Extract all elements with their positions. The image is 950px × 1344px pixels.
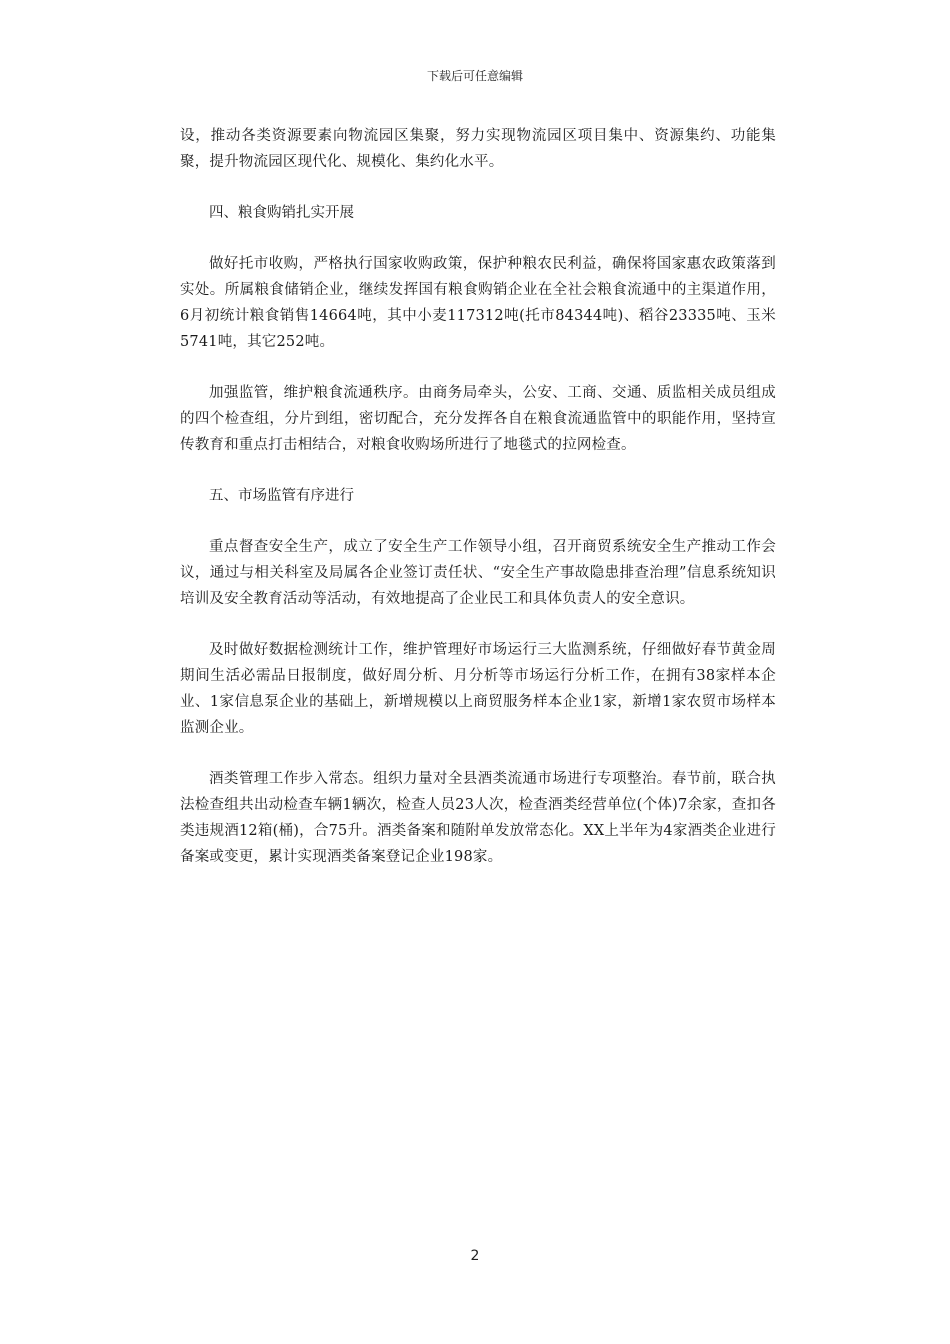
section-heading-market: 五、市场监管有序进行 — [209, 488, 354, 504]
document-body — [180, 123, 776, 895]
paragraph-liquor: 酒类管理工作步入常态。组织力量对全县酒类流通市场进行专项整治。春节前，联合执法检查组共出动检查车辆1辆次，检查人员23人次，检查酒类经营单位(个体)7余家，查扣各类违规酒12箱(桶)，合75升。酒类备案和随附单发放常态化。XX上半年为4家酒类企业进行备案或变更，累计实现酒类备案登记企业198家。 — [180, 771, 776, 865]
paragraph-continuation: 设，推动各类资源要素向物流园区集聚，努力实现物流园区项目集中、资源集约、功能集聚，提升物流园区现代化、规模化、集约化水平。 — [180, 128, 776, 170]
paragraph-grain-purchase: 做好托市收购，严格执行国家收购政策，保护种粮农民利益，确保将国家惠农政策落到实处。所属粮食储销企业，继续发挥国有粮食购销企业在全社会粮食流通中的主渠道作用，6月初统计粮食销售14664吨，其中小麦117312吨(托市84344吨)、稻谷23335吨、玉米5741吨，其它252吨。 — [180, 256, 776, 350]
paragraph-statistics: 及时做好数据检测统计工作，维护管理好市场运行三大监测系统，仔细做好春节黄金周期间生活必需品日报制度，做好周分析、月分析等市场运行分析工作，在拥有38家样本企业、1家信息泵企业的基础上，新增规模以上商贸服务样本企业1家，新增1家农贸市场样本监测企业。 — [180, 642, 776, 736]
page-header: 下载后可任意编辑 — [426, 69, 523, 83]
page-number: 2 — [470, 1248, 480, 1264]
section-heading-grain: 四、粮食购销扎实开展 — [209, 205, 354, 221]
paragraph-grain-supervision: 加强监管，维护粮食流通秩序。由商务局牵头，公安、工商、交通、质监相关成员组成的四个检查组，分片到组，密切配合，充分发挥各自在粮食流通监管中的职能作用，坚持宣传教育和重点打击相结合，对粮食收购场所进行了地毯式的拉网检查。 — [180, 385, 776, 453]
paragraph-safety: 重点督查安全生产，成立了安全生产工作领导小组，召开商贸系统安全生产推动工作会议，通过与相关科室及局属各企业签订责任状、“安全生产事故隐患排查治理”信息系统知识培训及安全教育活动等活动，有效地提高了企业民工和具体负责人的安全意识。 — [180, 539, 776, 607]
